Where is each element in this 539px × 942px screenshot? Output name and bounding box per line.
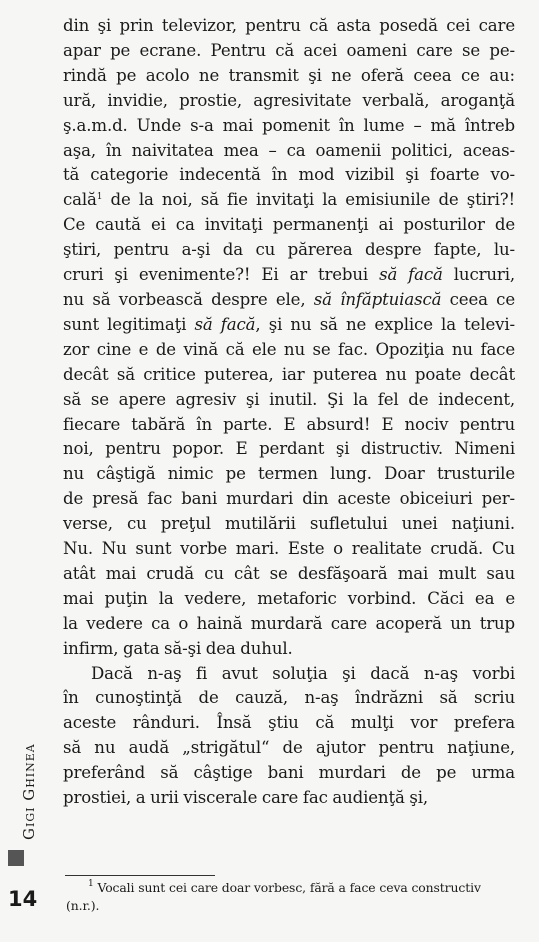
running-head-marker [8, 850, 24, 866]
text-line: ştiri, pentru a-şi da cu părerea despre fapte, lu- [63, 240, 515, 260]
text-line: noi, pentru popor. E perdant şi distructiv. Nimeni [63, 439, 515, 459]
text-line: prostiei, a urii viscerale care fac audienţă şi, [63, 788, 428, 808]
text-line: verse, cu preţul mutilării sufletului unei naţiuni. [63, 514, 515, 534]
text-line: să nu audă „strigătul“ de ajutor pentru naţiune, [63, 738, 515, 758]
text-line: cală$^1$ de la noi, să fie invitaţi la emisiunile de ştiri?! [63, 190, 515, 210]
text-line: atât mai crudă cu cât se desfăşoară mai mult sau [63, 563, 515, 583]
text-line: zor cine e de vină că ele nu se fac. Opoziţia nu face [63, 339, 515, 359]
text-line: de presă fac bani murdari din aceste obiceiuri per- [63, 489, 515, 509]
body-text [63, 14, 515, 811]
text-line: tă categorie indecentă în mod vizibil şi foarte vo- [63, 165, 515, 185]
text-line: apar pe ecrane. Pentru că acei oameni care se pe- [63, 40, 515, 60]
running-head: Gigi Ghinea [20, 743, 38, 840]
footnote-separator [65, 875, 215, 876]
text-line: fiecare tabără în parte. E absurd! E nociv pentru [63, 414, 515, 434]
text-line: decât să critice puterea, iar puterea nu poate decât [63, 364, 515, 384]
text-line: Dacă n-aş fi avut soluţia şi dacă n-aş vorbi [91, 663, 515, 683]
text-line: aceste rânduri. Însă ştiu că mulţi vor prefera [63, 713, 515, 733]
footnote-line: $^1$ Vocali sunt cei care doar vorbesc, fără a face ceva constructiv [88, 879, 481, 895]
text-line: în cunoştinţă de cauză, n-aş îndrăzni să scriu [63, 688, 515, 708]
text-line: mai puţin la vedere, metaforic vorbind. Căci ea e [63, 588, 515, 608]
text-line: nu să vorbească despre ele, să înfăptuiască ceea ce [63, 289, 515, 309]
text-line: Ce caută ei ca invitaţi permanenţi ai posturilor de [63, 215, 515, 235]
text-line: nu câştigă nimic pe termen lung. Doar trusturile [63, 464, 515, 484]
text-line: preferând să câştige bani murdari de pe urma [63, 763, 515, 783]
text-line: ură, invidie, prostie, agresivitate verbală, aroganţă [63, 90, 515, 110]
page-number: 14 [8, 887, 38, 911]
text-line: din şi prin televizor, pentru că asta posedă cei care [63, 16, 515, 35]
paragraph [63, 14, 515, 662]
text-line: ş.a.m.d. Unde s-a mai pomenit în lume – mă întreb [63, 115, 515, 135]
paragraph [63, 662, 515, 811]
text-line: să se apere agresiv şi inutil. Şi la fel de indecent, [63, 389, 515, 409]
text-line: Nu. Nu sunt vorbe mari. Este o realitate crudă. Cu [63, 539, 515, 559]
text-line: infirm, gata să-şi dea duhul. [63, 638, 293, 658]
text-line: rindă pe acolo ne transmit şi ne oferă ceea ce au: [63, 65, 515, 85]
footnote-line: (n.r.). [66, 898, 100, 913]
footnote [66, 879, 516, 915]
text-line: aşa, în naivitatea mea – ca oamenii politici, aceas- [63, 140, 515, 160]
text-line: sunt legitimaţi să facă, şi nu să ne explice la televi- [63, 314, 515, 334]
text-line: cruri şi evenimente?! Ei ar trebui să facă lucruri, [63, 265, 515, 285]
text-line: la vedere ca o haină murdară care acoperă un trup [63, 613, 515, 633]
